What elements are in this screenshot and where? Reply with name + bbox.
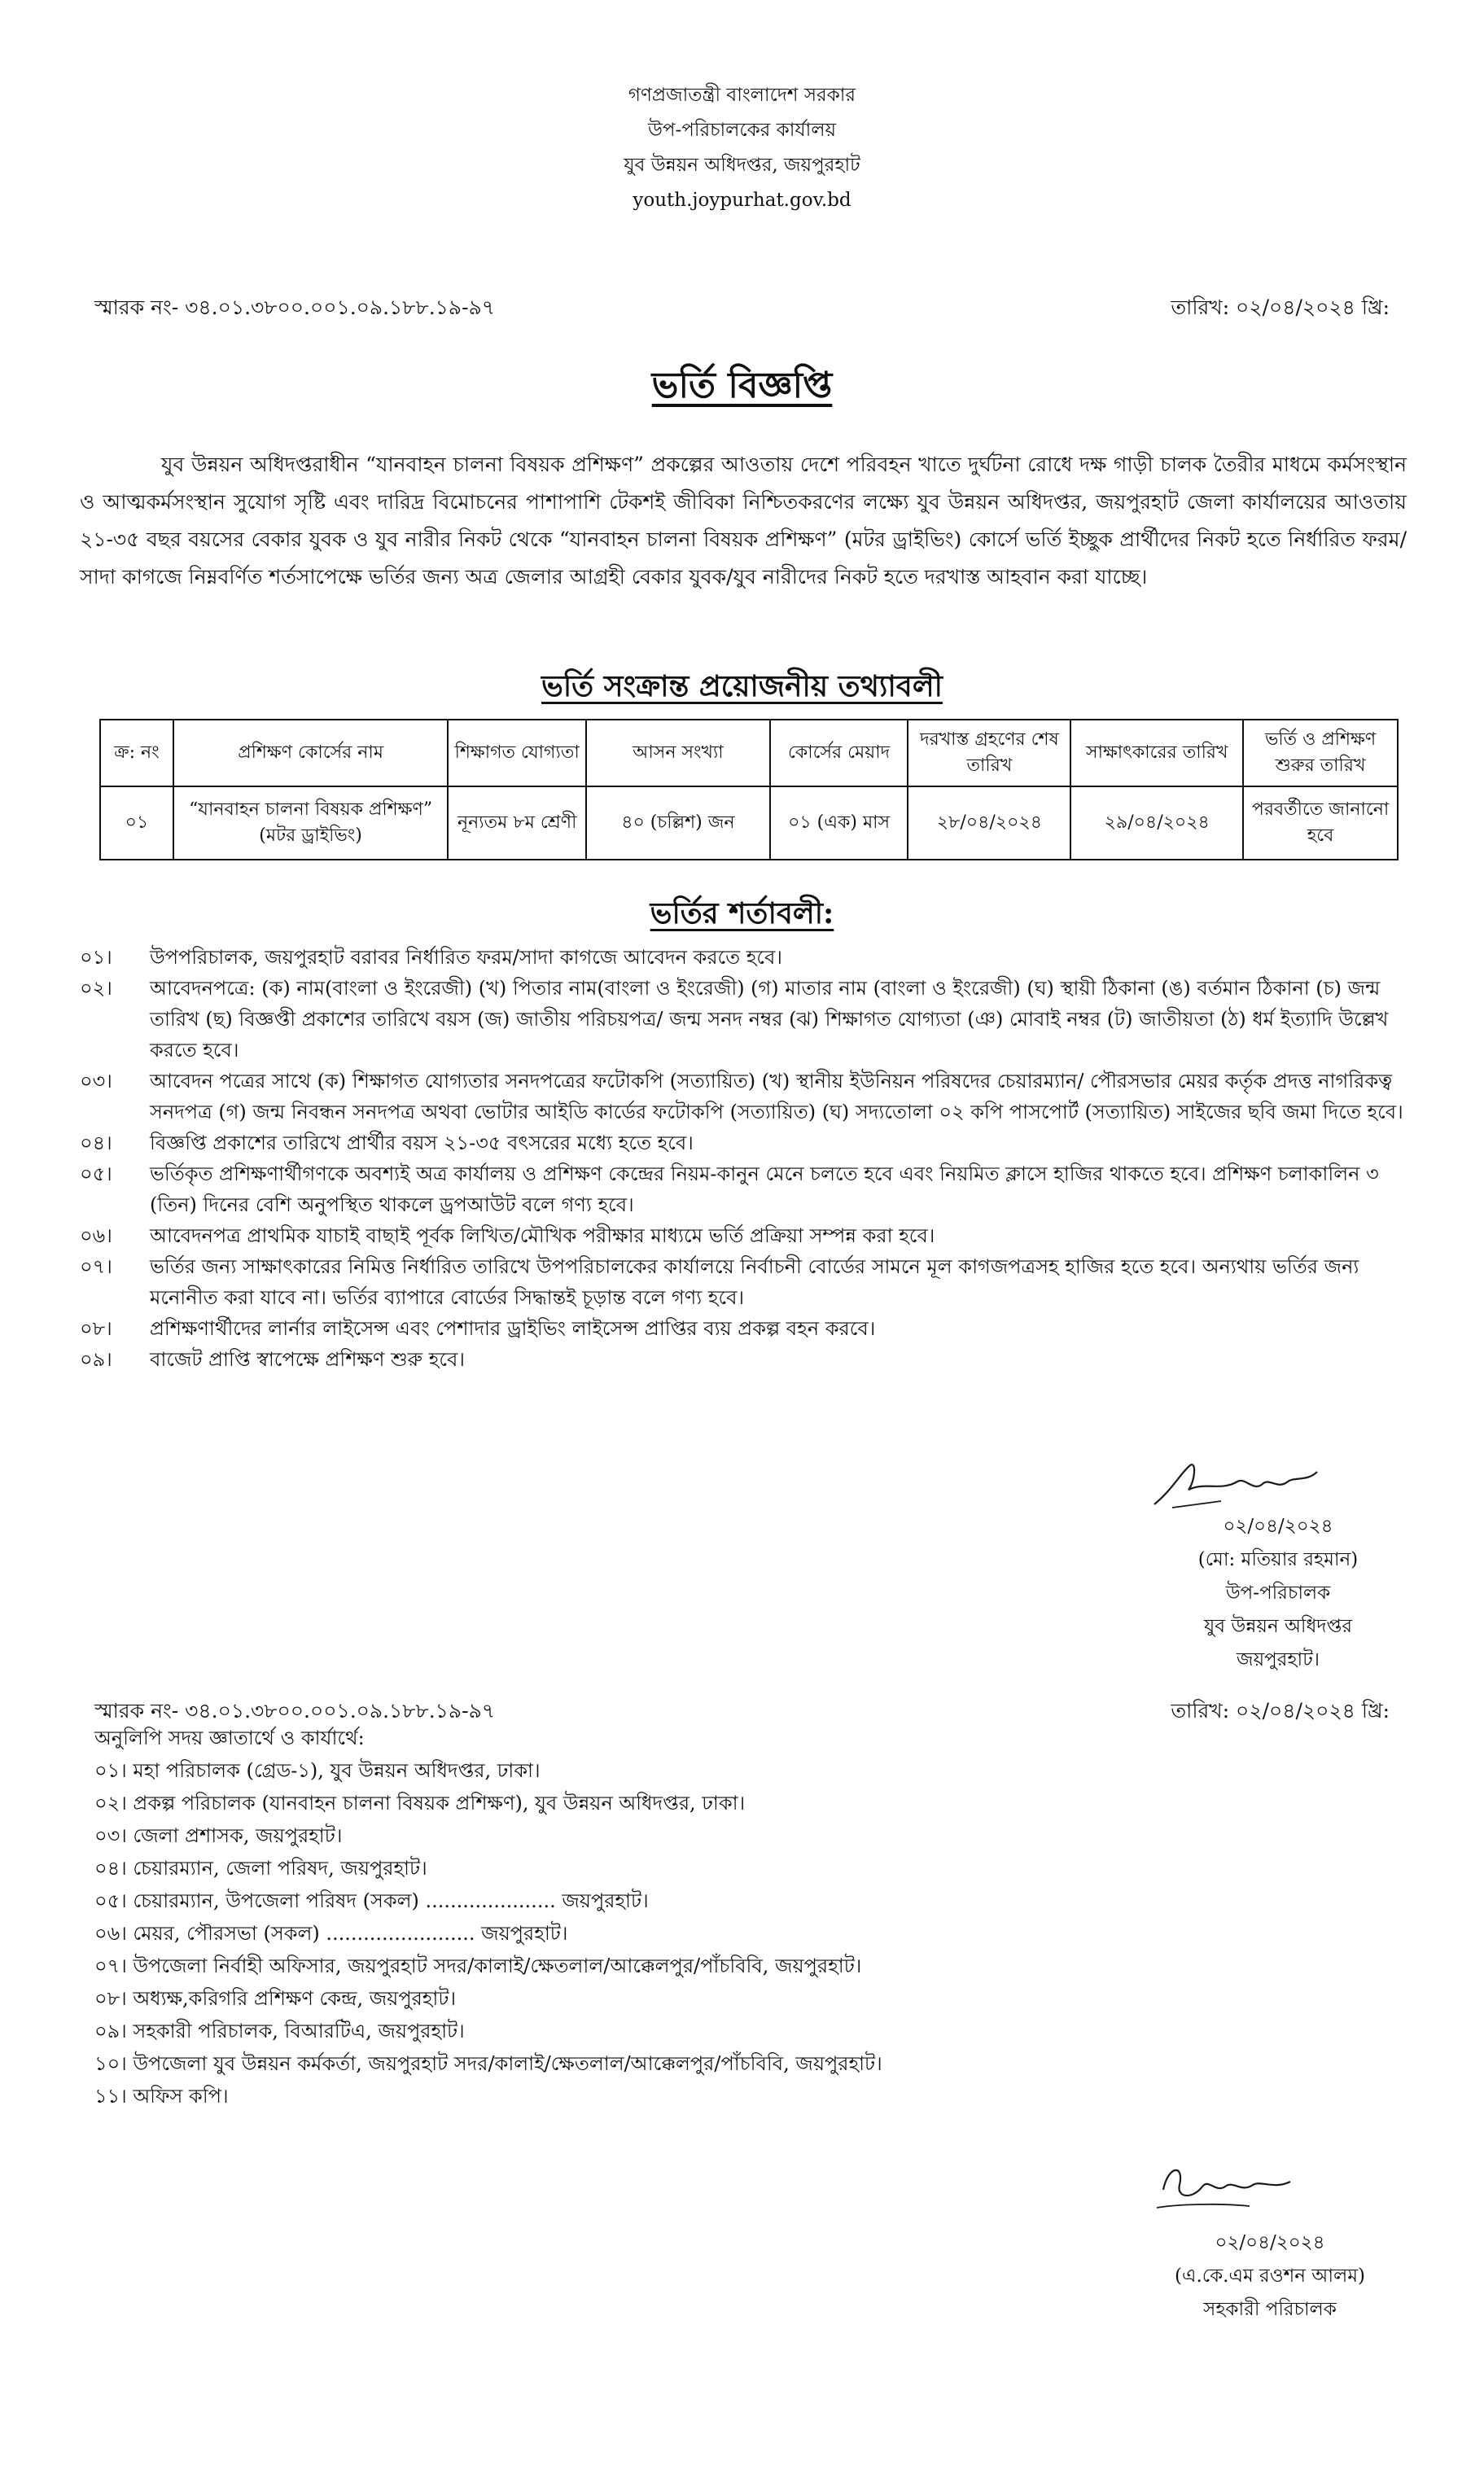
cell-duration: ০১ (এক) মাস [770,786,908,860]
memo-date: তারিখ: ০২/০৪/২০২৪ খ্রি: [1171,296,1390,319]
conditions-list [80,942,1407,1375]
condition-text: আবেদন পত্রের সাথে (ক) শিক্ষাগত যোগ্যতার সনদপত্রের ফটোকপি (সত্যায়িত) (খ) স্থানীয় ইউনিয়ন পরিষদের চেয়ারম্যান/ পৌরসভার মেয়র কর্তৃক প্রদত্ত নাগরিকত্ব সনদপত্র (গ) জন্ম নিবন্ধন সনদপত্র অথবা ভোটার আইডি কার্ডের ফটোকপি (সত্যায়িত) (ঘ) সদ্যতোলা ০২ কপি পাসপোর্ট (সত্যায়িত) সাইজের ছবি জমা দিতে হবে। [150,1070,1403,1123]
header-qualification: শিক্ষাগত যোগ্যতা [448,720,586,786]
condition-number: ০৩। [80,1070,112,1092]
copy-memo-number: স্মারক নং- ৩৪.০১.৩৮০০.০০১.০৯.১৮৮.১৯-৯৭ [94,1699,496,1723]
condition-item [80,1158,1407,1220]
department-name: যুব উন্নয়ন অধিদপ্তর, জয়পুরহাট [624,155,860,176]
list-item: ০৩। জেলা প্রশাসক, জয়পুরহাট। [94,1824,343,1847]
condition-text: ভর্তিকৃত প্রশিক্ষণার্থীগণকে অবশ্যই অত্র কার্যালয় ও প্রশিক্ষণ কেন্দ্রের নিয়ম-কানুন মেনে চলতে হবে এবং নিয়মিত ক্লাসে হাজির থাকতে হবে। প্রশিক্ষণ চলাকালিন ৩ (তিন) দিনের বেশি অনুপস্থিত থাকলে ড্রপআউট বলে গণ্য হবে। [150,1162,1379,1216]
list-item: ০৬। মেয়র, পৌরসভা (সকল) ........................ জয়পুরহাট। [94,1922,568,1945]
list-item: ০৭। উপজেলা নির্বাহী অফিসার, জয়পুরহাট সদর/কালাই/ক্ষেতলাল/আক্কেলপুর/পাঁচবিবি, জয়পুরহাট। [94,1955,862,1977]
office-name: উপ-পরিচালকের কার্যালয় [647,120,837,141]
list-item: ০৪। চেয়ারম্যান, জেলা পরিষদ, জয়পুরহাট। [94,1857,427,1880]
condition-text: বিজ্ঞপ্তি প্রকাশের তারিখে প্রার্থীর বয়স ২১-৩৫ বৎসরের মধ্যে হতে হবে। [150,1132,694,1154]
table-row [100,786,1398,860]
page-title: ভর্তি বিজ্ঞপ্তি [651,365,833,406]
header-serial: ক্র: নং [100,720,173,786]
condition-number: ০৮। [80,1317,112,1340]
list-item: ০২। প্রকল্প পরিচালক (যানবাহন চালনা বিষয়ক প্রশিক্ষণ), যুব উন্নয়ন অধিদপ্তর, ঢাকা। [94,1792,746,1815]
info-title: ভর্তি সংক্রান্ত প্রয়োজনীয় তথ্যাবলী [541,669,943,703]
copy-memo-date: তারিখ: ০২/০৪/২০২৪ খ্রি: [1171,1699,1390,1723]
condition-item [80,1127,1407,1158]
header-last-date: দরখাস্ত গ্রহণের শেষ তারিখ [908,720,1070,786]
condition-text: প্রশিক্ষণার্থীদের লার্নার লাইসেন্স এবং পেশাদার ড্রাইভিং লাইসেন্স প্রাপ্তির ব্যয় প্রকল্প বহন করবে। [150,1317,876,1340]
signatory-name: (এ.কে.এম রওশন আলম) [1174,2266,1366,2287]
header-start-date: ভর্তি ও প্রশিক্ষণ শুরুর তারিখ [1243,720,1398,786]
signatory-name: (মো: মতিয়ার রহমান) [1197,1549,1359,1570]
cell-seats: ৪০ (চল্লিশ) জন [586,786,770,860]
cell-last-date: ২৮/০৪/২০২৪ [908,786,1070,860]
cell-qualification: নূন্যতম ৮ম শ্রেণী [448,786,586,860]
list-item: ১০। উপজেলা যুব উন্নয়ন কর্মকর্তা, জয়পুরহাট সদর/কালাই/ক্ষেতলাল/আক্কেলপুর/পাঁচবিবি, জয়পুরহাট। [94,2052,882,2075]
intro-paragraph: যুব উন্নয়ন অধিদপ্তরাধীন “যানবাহন চালনা বিষয়ক প্রশিক্ষণ” প্রকল্পের আওতায় দেশে পরিবহন খাতে দুর্ঘটনা রোধে দক্ষ গাড়ী চালক তৈরীর মাধমে কর্মসংস্থান ও আত্মকর্মসংস্থান সুযোগ সৃষ্টি এবং দারিদ্র বিমোচনের পাশাপাশি টেকশই জীবিকা নিশ্চিতকরণের লক্ষ্যে যুব উন্নয়ন অধিদপ্তর, জয়পুরহাট জেলা কার্যালয়ের আওতায় ২১-৩৫ বছর বয়সের বেকার যুবক ও যুব নারীর নিকট থেকে “যানবাহন চালনা বিষয়ক প্রশিক্ষণ” (মটর ড্রাইভিং) কোর্সে ভর্তি ইচ্ছুক প্রার্থীদের নিকট হতে নির্ধারিত ফরম/সাদা কাগজে নিম্নবর্ণিত শর্তসাপেক্ষে ভর্তির জন্য অত্র জেলার আগ্রহী বেকার যুবক/যুব নারীদের নিকট হতে দরখাস্ত আহবান করা যাচ্ছে। [80,453,1407,589]
list-item: ০১। মহা পরিচালক (গ্রেড-১), যুব উন্নয়ন অধিদপ্তর, ঢাকা। [94,1759,541,1782]
condition-number: ০৫। [80,1162,112,1185]
signatory-designation: উপ-পরিচালক [1225,1583,1331,1604]
condition-text: আবেদনপত্রে: (ক) নাম(বাংলা ও ইংরেজী) (খ) পিতার নাম(বাংলা ও ইংরেজী) (গ) মাতার নাম (বাংলা ও ইংরেজী) (ঘ) স্থায়ী ঠিকানা (ঙ) বর্তমান ঠিকানা (চ) জন্ম তারিখ (ছ) বিজ্ঞপ্তী প্রকাশের তারিখে বয়স (জ) জাতীয় পরিচয়পত্র/ জন্ম সনদ নম্বর (ঝ) শিক্ষাগত যোগ্যতা (ঞ) মোবাই নম্বর (ট) জাতীয়তা (ঠ) ধর্ম ইত্যাদি উল্লেখ করতে হবে। [150,977,1389,1062]
copy-intro: অনুলিপি সদয় জ্ঞাতার্থে ও কার্যার্থে: [94,1727,365,1749]
signature-date: ০২/০৪/২০২৪ [1215,2232,1325,2253]
website: youth.joypurhat.gov.bd [633,190,851,211]
cell-interview-date: ২৯/০৪/২০২৪ [1070,786,1243,860]
header-seats: আসন সংখ্যা [586,720,770,786]
signatory-office: যুব উন্নয়ন অধিদপ্তর [1203,1616,1353,1637]
signatory-location: জয়পুরহাট। [1237,1649,1320,1670]
condition-number: ০৯। [80,1348,112,1371]
condition-text: আবেদনপত্র প্রাথমিক যাচাই বাছাই পূর্বক লিখিত/মৌখিক পরীক্ষার মাধ্যমে ভর্তি প্রক্রিয়া সম্পন্ন করা হবে। [150,1224,935,1247]
govt-name: গণপ্রজাতন্ত্রী বাংলাদেশ সরকার [628,85,856,106]
condition-item [80,1344,1407,1375]
signature-mark [1148,1457,1327,1514]
condition-number: ০৭। [80,1255,112,1278]
office-header [0,78,1484,218]
signature-date: ০২/০৪/২০২৪ [1223,1516,1333,1537]
copy-distribution-list [94,1722,1397,2112]
list-item: ০৫। চেয়ারম্যান, উপজেলা পরিষদ (সকল) ..................... জয়পুরহাট। [94,1889,649,1912]
signature-block-assistant [1115,2226,1425,2327]
condition-text: ভর্তির জন্য সাক্ষাৎকারের নিমিত্ত নির্ধারিত তারিখে উপপরিচালকের কার্যালয়ে নির্বাচনী বোর্ডের সামনে মূল কাগজপত্রসহ হাজির হতে হবে। অন্যথায় ভর্তির জন্য মনোনীত করা যাবে না। ভর্তির ব্যাপারে বোর্ডের সিদ্ধান্তই চূড়ান্ত বলে গণ্য হবে। [150,1255,1359,1309]
list-item: ০৯। সহকারী পরিচালক, বিআরটিএ, জয়পুরহাট। [94,2020,465,2042]
condition-number: ০২। [80,977,112,1000]
signatory-designation: সহকারী পরিচালক [1203,2299,1337,2320]
conditions-title: ভর্তির শর্তাবলী: [650,896,834,930]
condition-item [80,942,1407,973]
admission-table [99,719,1399,860]
condition-item [80,1220,1407,1251]
condition-number: ০১। [80,946,112,969]
condition-text: উপপরিচালক, জয়পুরহাট বরাবর নির্ধারিত ফরম/সাদা কাগজে আবেদন করতে হবে। [150,946,782,969]
cell-serial: ০১ [100,786,173,860]
condition-item [80,1313,1407,1344]
header-course-name: প্রশিক্ষণ কোর্সের নাম [173,720,448,786]
signature-mark [1152,2157,1315,2214]
list-item: ১১। অফিস কপি। [94,2085,229,2108]
condition-number: ০৪। [80,1132,112,1154]
condition-text: বাজেট প্রাপ্তি স্বাপেক্ষে প্রশিক্ষণ শুরু হবে। [150,1348,465,1371]
condition-item [80,1251,1407,1313]
signature-block-deputy [1132,1510,1425,1677]
cell-course-name: “যানবাহন চালনা বিষয়ক প্রশিক্ষণ” (মটর ড্রাইভিং) [173,786,448,860]
header-duration: কোর্সের মেয়াদ [770,720,908,786]
header-interview-date: সাক্ষাৎকারের তারিখ [1070,720,1243,786]
condition-item [80,973,1407,1066]
table-header-row [100,720,1398,786]
memo-number: স্মারক নং- ৩৪.০১.৩৮০০.০০১.০৯.১৮৮.১৯-৯৭ [94,296,496,319]
list-item: ০৮। অধ্যক্ষ,করিগরি প্রশিক্ষণ কেন্দ্র, জয়পুরহাট। [94,1987,457,2010]
condition-number: ০৬। [80,1224,112,1247]
condition-item [80,1066,1407,1127]
cell-start-date: পরবর্তীতে জানানো হবে [1243,786,1398,860]
